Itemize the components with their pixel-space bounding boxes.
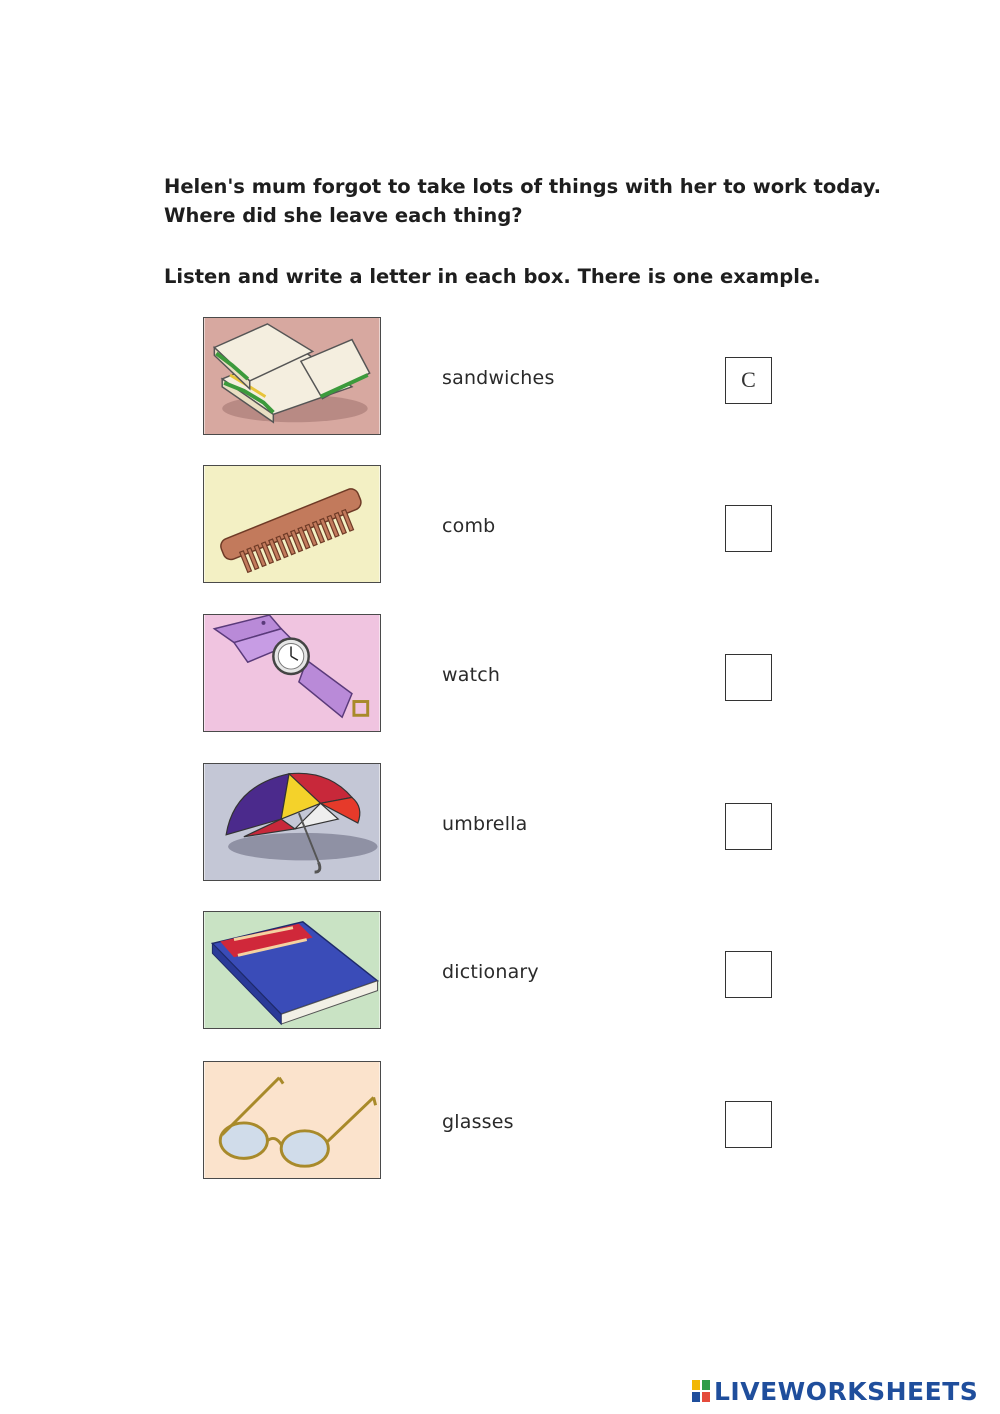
glasses-picture	[203, 1061, 381, 1179]
sandwich-picture	[203, 317, 381, 435]
item-word: glasses	[442, 1111, 514, 1133]
instruction-line-1: Helen's mum forgot to take lots of things with her to work today.	[164, 175, 882, 198]
item-row-dictionary	[0, 911, 1000, 1033]
sandwich-icon	[204, 318, 380, 434]
logo-mark-icon	[692, 1380, 710, 1402]
item-row-comb	[0, 465, 1000, 587]
logo-text: LIVEWORKSHEETS	[714, 1376, 979, 1406]
comb-picture	[203, 465, 381, 583]
instruction-line-3: Listen and write a letter in each box. There is one example.	[164, 265, 821, 288]
item-word: watch	[442, 664, 501, 686]
watch-icon	[204, 615, 380, 731]
answer-box-umbrella[interactable]	[725, 803, 772, 850]
item-row-umbrella	[0, 763, 1000, 885]
umbrella-picture	[203, 763, 381, 881]
glasses-icon	[204, 1062, 380, 1178]
item-row-watch	[0, 614, 1000, 736]
answer-box-comb[interactable]	[725, 505, 772, 552]
item-word: dictionary	[442, 961, 539, 983]
item-word: comb	[442, 515, 496, 537]
liveworksheets-logo	[692, 1374, 978, 1408]
book-icon	[204, 912, 380, 1028]
answer-box-glasses[interactable]	[725, 1101, 772, 1148]
answer-box-dictionary[interactable]	[725, 951, 772, 998]
answer-box-watch[interactable]	[725, 654, 772, 701]
answer-box-example: C	[725, 357, 772, 404]
item-word: sandwiches	[442, 367, 555, 389]
watch-picture	[203, 614, 381, 732]
dictionary-picture	[203, 911, 381, 1029]
instructions	[164, 172, 924, 291]
item-row-sandwiches	[0, 317, 1000, 439]
comb-icon	[204, 466, 380, 582]
instruction-line-2: Where did she leave each thing?	[164, 204, 523, 227]
item-row-glasses	[0, 1061, 1000, 1183]
umbrella-icon	[204, 764, 380, 880]
item-word: umbrella	[442, 813, 528, 835]
